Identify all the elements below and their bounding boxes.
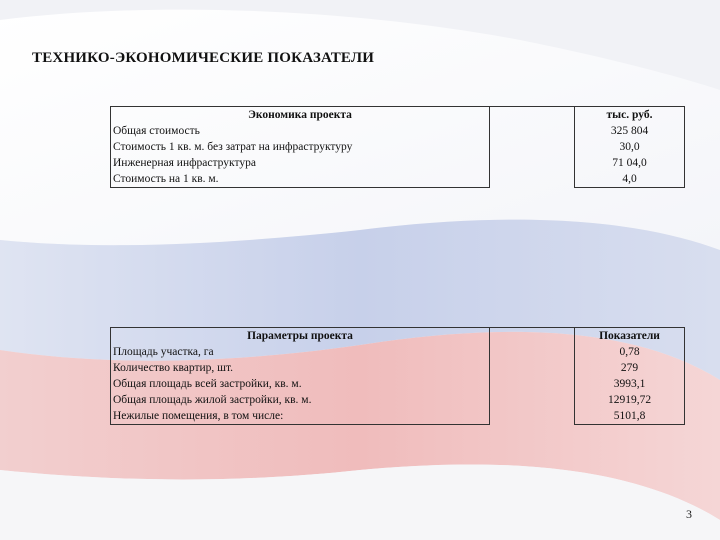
slide-title: ТЕХНИКО-ЭКОНОМИЧЕСКИЕ ПОКАЗАТЕЛИ	[32, 50, 375, 66]
row-value: 279	[575, 360, 685, 376]
row-value: 30,0	[575, 139, 685, 155]
parameters-table	[110, 327, 685, 425]
row-value: 4,0	[575, 171, 685, 188]
row-value: 0,78	[575, 344, 685, 360]
economics-header-value: тыс. руб.	[575, 107, 685, 124]
row-label: Площадь участка, га	[111, 344, 490, 360]
row-label: Общая площадь жилой застройки, кв. м.	[111, 392, 490, 408]
page-number: 3	[686, 507, 692, 521]
economics-header-row	[111, 107, 685, 124]
table-row	[111, 123, 685, 139]
row-value: 71 04,0	[575, 155, 685, 171]
row-value: 12919,72	[575, 392, 685, 408]
row-value: 3993,1	[575, 376, 685, 392]
table-row	[111, 344, 685, 360]
table-row	[111, 376, 685, 392]
table-row	[111, 360, 685, 376]
row-label: Общая площадь всей застройки, кв. м.	[111, 376, 490, 392]
economics-table	[110, 106, 685, 188]
parameters-header-label: Параметры проекта	[111, 328, 490, 345]
row-label: Нежилые помещения, в том числе:	[111, 408, 490, 425]
economics-header-label: Экономика проекта	[111, 107, 490, 124]
table-row	[111, 139, 685, 155]
row-label: Стоимость на 1 кв. м.	[111, 171, 490, 188]
row-label: Стоимость 1 кв. м. без затрат на инфраструктуру	[111, 139, 490, 155]
table-row	[111, 408, 685, 425]
parameters-header-value: Показатели	[575, 328, 685, 345]
table-row	[111, 171, 685, 188]
row-label: Инженерная инфраструктура	[111, 155, 490, 171]
table-row	[111, 155, 685, 171]
table-row	[111, 392, 685, 408]
row-label: Общая стоимость	[111, 123, 490, 139]
row-value: 325 804	[575, 123, 685, 139]
row-value: 5101,8	[575, 408, 685, 425]
row-label: Количество квартир, шт.	[111, 360, 490, 376]
parameters-header-row	[111, 328, 685, 345]
